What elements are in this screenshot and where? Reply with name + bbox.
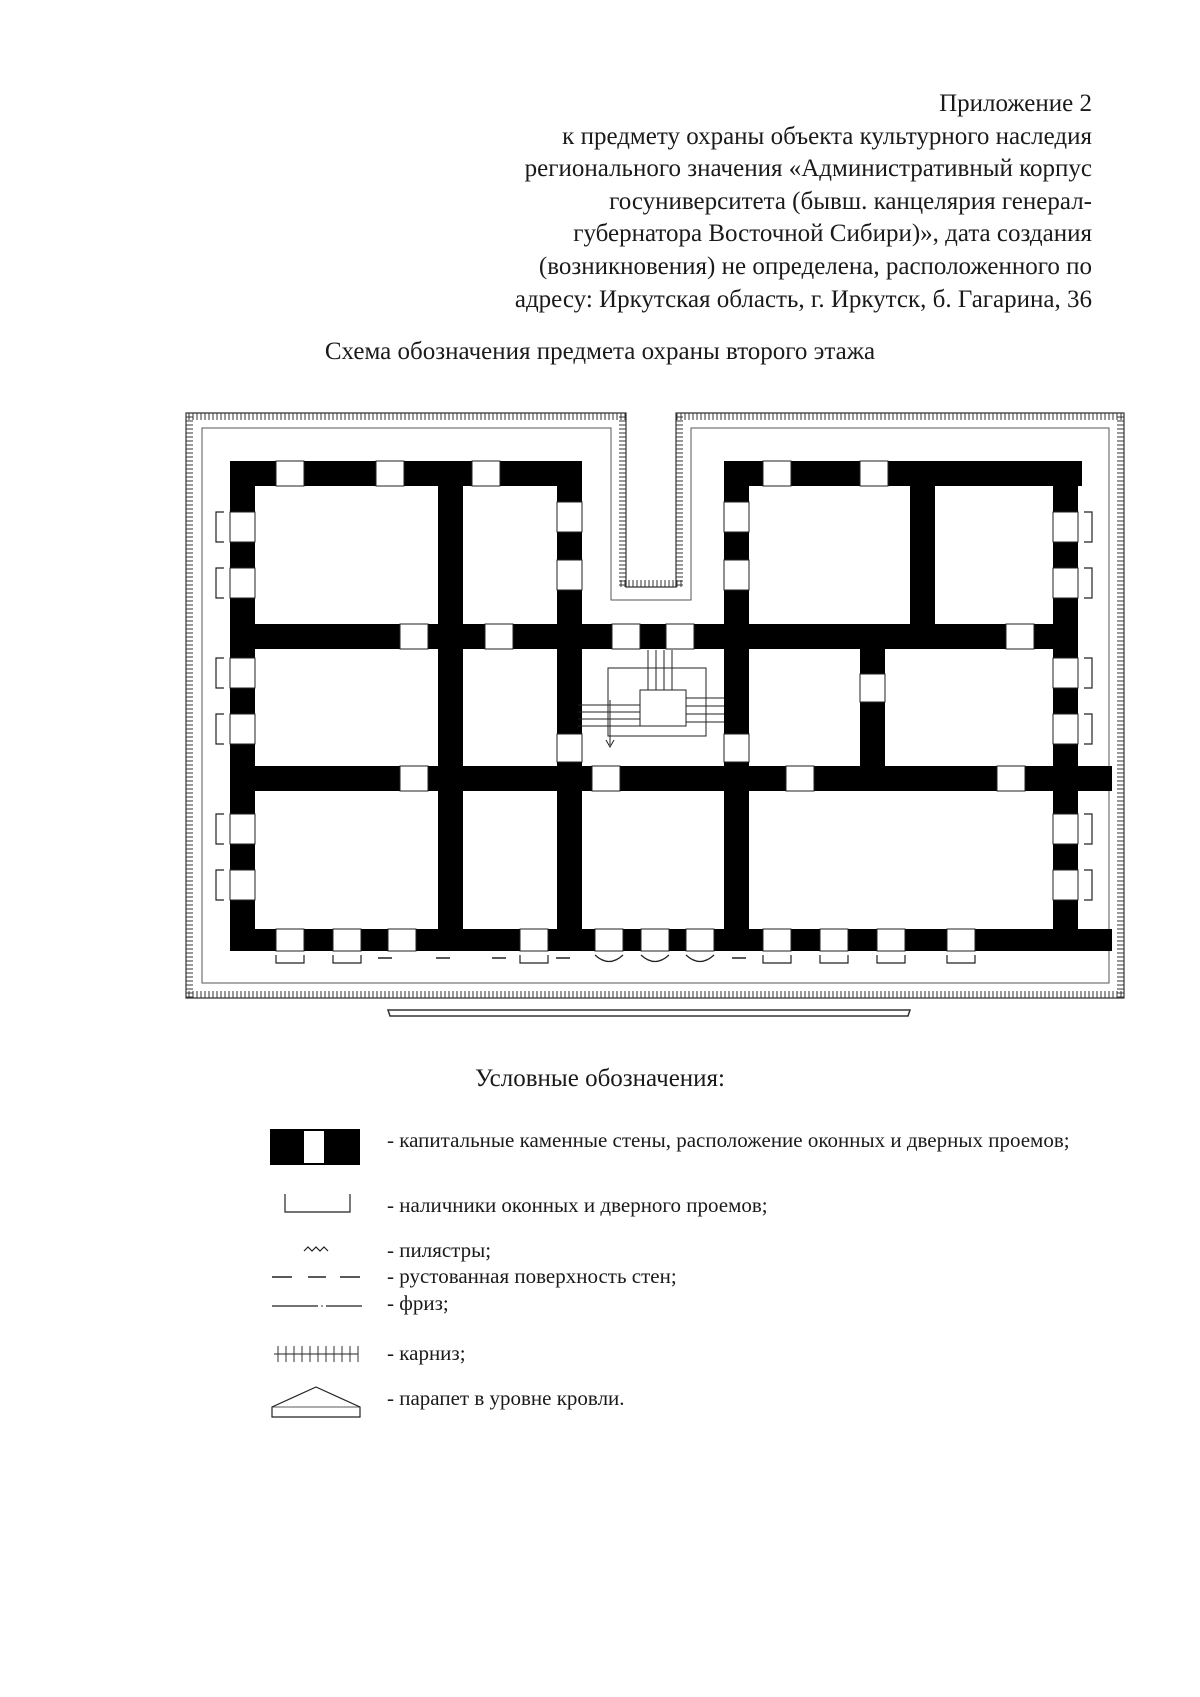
scheme-title: Схема обозначения предмета охраны второго этажа xyxy=(324,338,876,365)
capital-walls xyxy=(230,461,1112,951)
header-line: адресу: Иркутская область, г. Иркутск, б. Гагарина, 36 xyxy=(514,285,1092,313)
legend-text: - карниз; xyxy=(387,1341,466,1365)
legend-text: - капитальные каменные стены, расположение оконных и дверных проемов; xyxy=(387,1128,1070,1152)
wall-openings xyxy=(230,461,1078,951)
header-line: Приложение 2 xyxy=(939,90,1092,117)
legend-text: - пилястры; xyxy=(387,1238,492,1262)
parapet-icon xyxy=(270,1385,370,1445)
legend-item-walls xyxy=(270,1127,1110,1187)
staircase xyxy=(578,650,724,747)
legend-text: - наличники оконных и дверного проемов; xyxy=(387,1193,768,1217)
legend-title: Условные обозначения: xyxy=(474,1065,726,1092)
legend-text: - парапет в уровне кровли. xyxy=(387,1386,625,1410)
header-line: регионального значения «Административный корпус xyxy=(524,155,1092,183)
header-line: губернатора Восточной Сибири)», дата создания xyxy=(573,220,1092,248)
window-casings xyxy=(216,512,1092,963)
parapet xyxy=(388,1010,910,1016)
legend-text: - рустованная поверхность стен; xyxy=(387,1264,677,1288)
cornice xyxy=(186,413,1124,998)
walls-openings-icon xyxy=(270,1127,370,1187)
header-line: госуниверситета (бывш. канцелярия генерал- xyxy=(609,187,1092,215)
legend-item-parapet xyxy=(270,1385,1110,1445)
header-line: (возникновения) не определена, расположенного по xyxy=(538,252,1092,280)
legend-text: - фриз; xyxy=(387,1291,449,1315)
header-line: к предмету охраны объекта культурного наследия xyxy=(562,122,1092,150)
